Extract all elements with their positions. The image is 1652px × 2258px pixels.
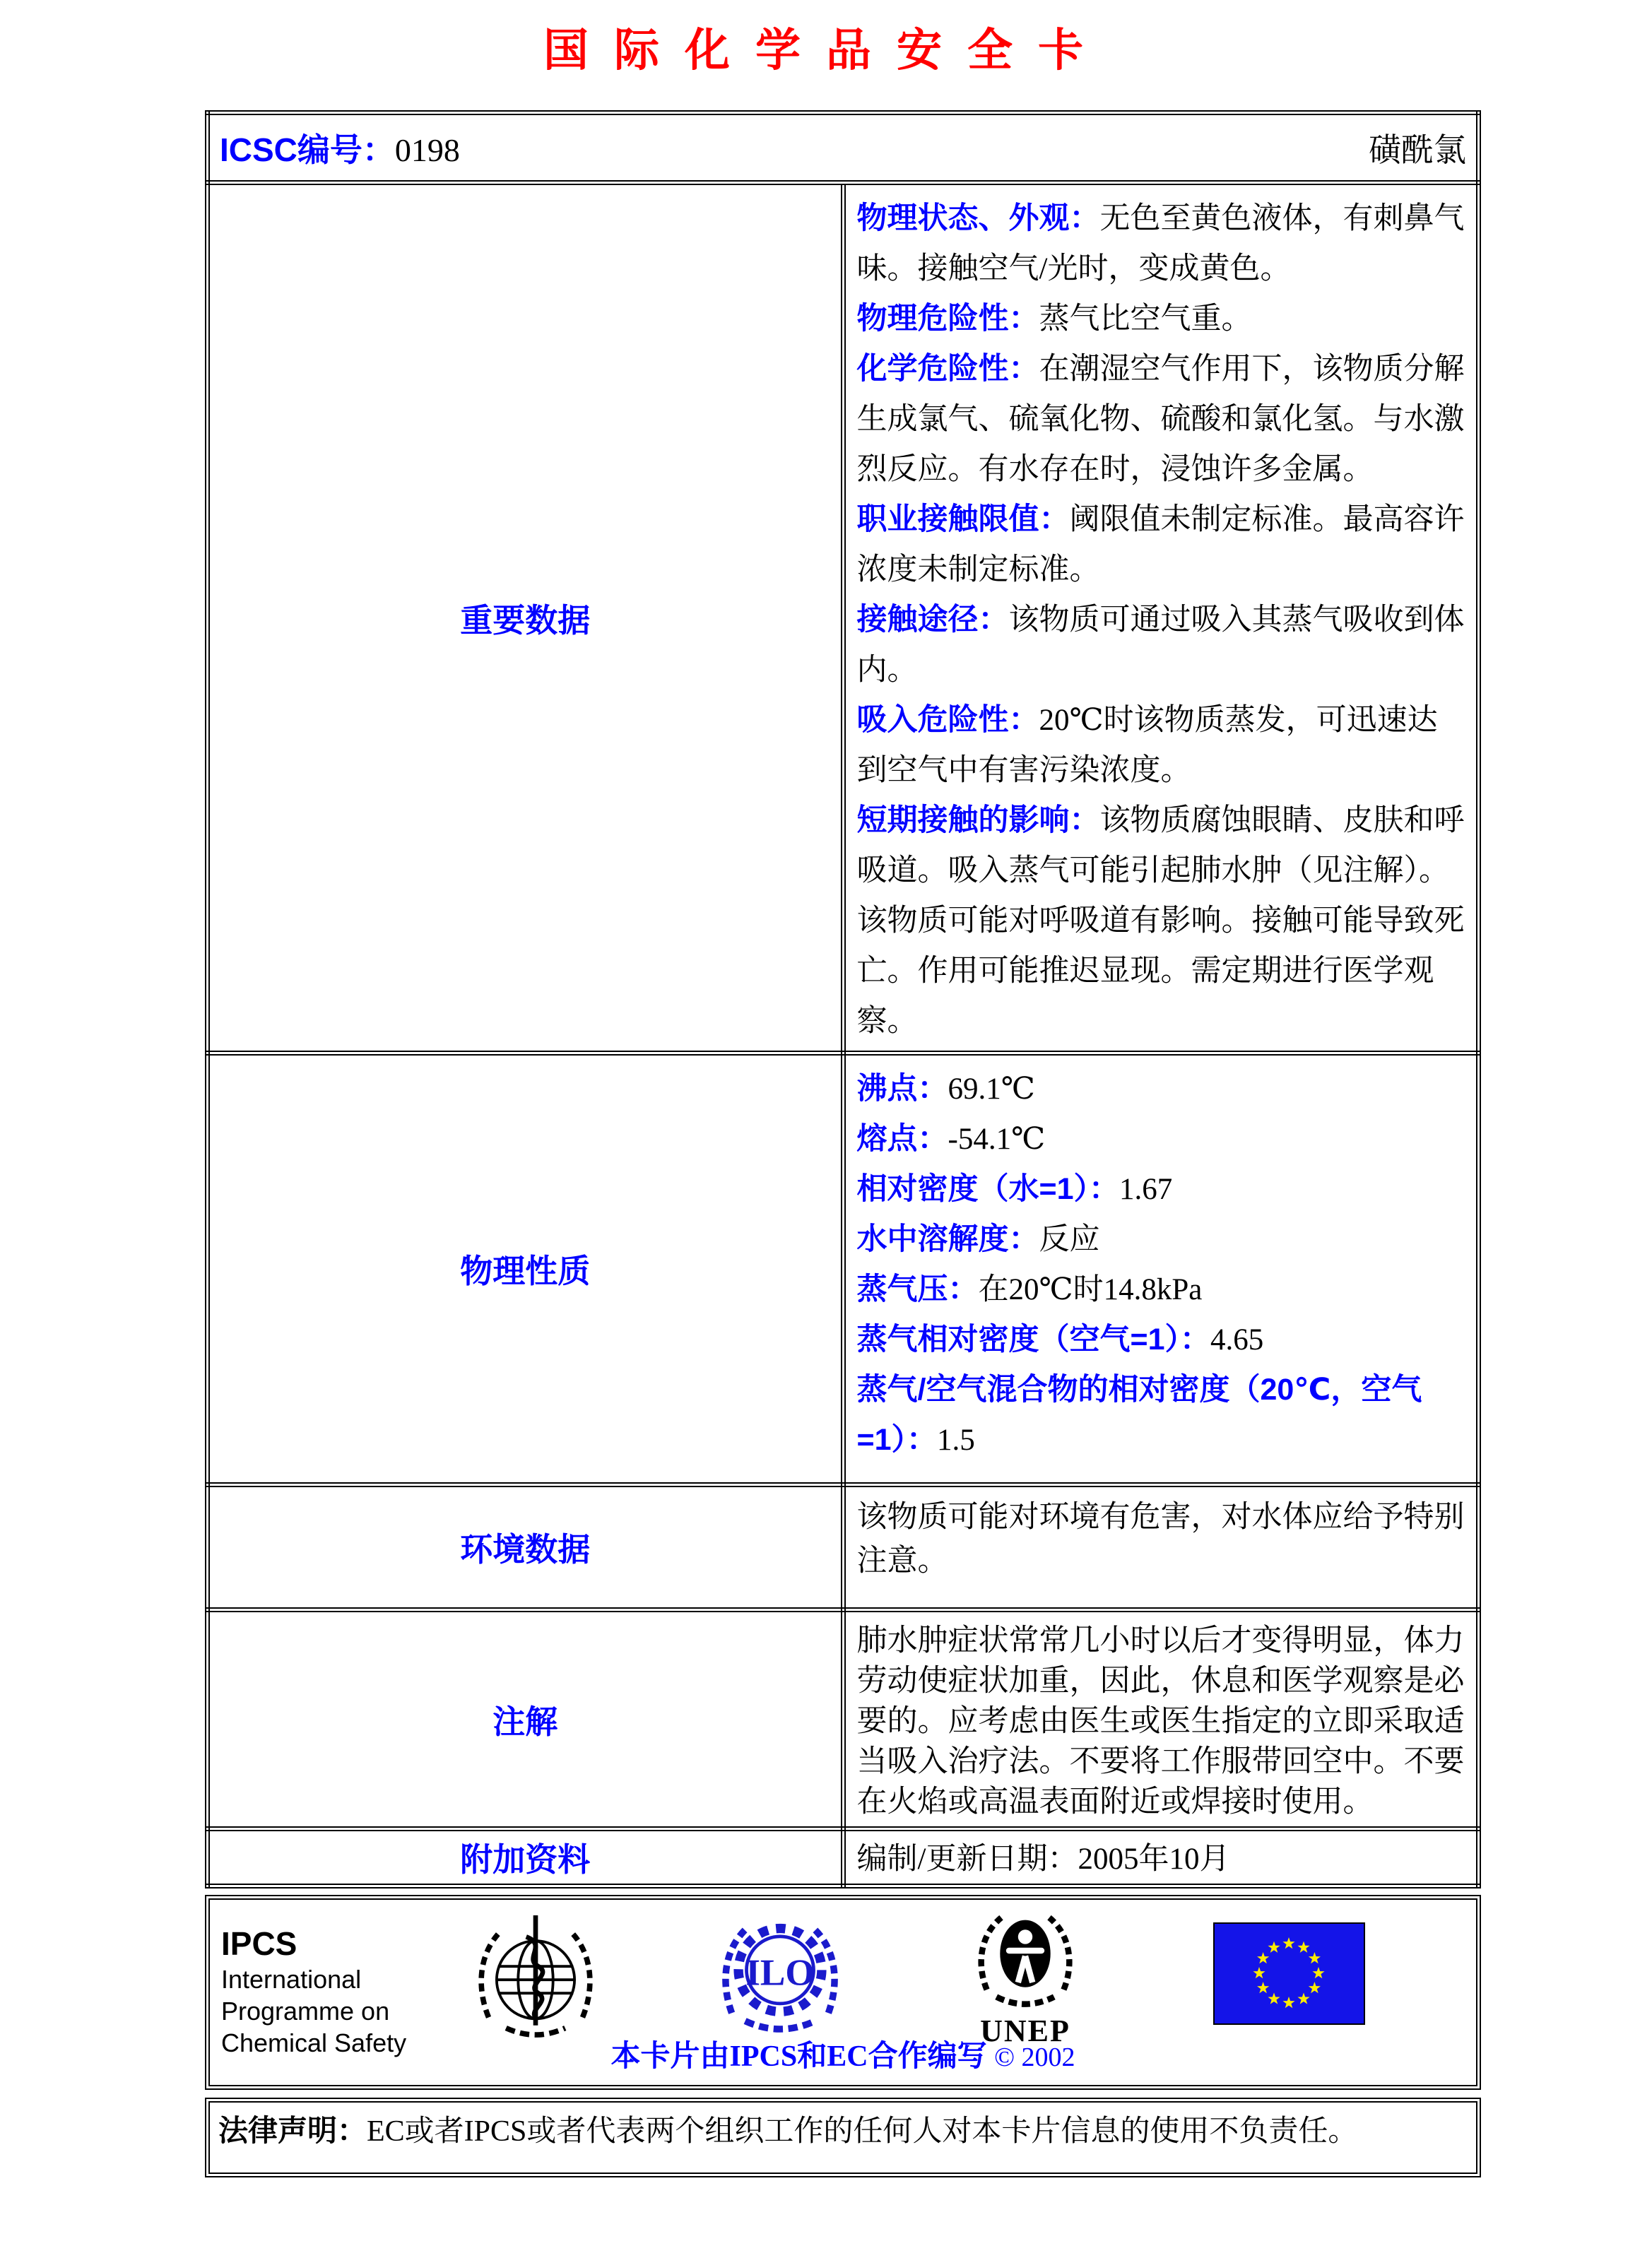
additional-info-content: [843, 1829, 1479, 1886]
caption-copyright: © 2002: [994, 2043, 1075, 2072]
notes-row: [208, 1610, 1479, 1829]
physical-properties-row: [208, 1053, 1479, 1485]
kv-item: 相对密度（水=1）：1.67: [856, 1172, 1173, 1206]
notes-content: [843, 1610, 1479, 1829]
additional-info-row: [208, 1829, 1479, 1886]
ipcs-acronym: IPCS: [221, 1925, 297, 1962]
kv-item: 蒸气压：在20℃时14.8kPa: [856, 1272, 1203, 1306]
icsc-number: [220, 124, 460, 171]
kv-item: 短期接触的影响：该物质腐蚀眼睛、皮肤和呼吸道。吸入蒸气可能引起肺水肿（见注解）。该物质可能对呼吸道有影响。接触可能导致死亡。作用可能推迟显现。需定期进行医学观察。: [856, 803, 1465, 1038]
kv-item: 物理状态、外观：无色至黄色液体，有刺鼻气味。接触空气/光时，变成黄色。: [856, 201, 1465, 285]
eu-flag-icon: [1213, 1922, 1365, 2025]
legal-notice-label: 法律声明：: [218, 2114, 367, 2147]
kv-item: 水中溶解度：反应: [856, 1222, 1100, 1256]
kv-item: 吸入危险性：20℃时该物质蒸发，可迅速达到空气中有害污染浓度。: [856, 703, 1438, 787]
kv-item: 熔点：-54.1℃: [856, 1122, 1046, 1156]
cooperation-caption: [210, 2033, 1476, 2075]
section-label-important: 重要数据: [208, 183, 844, 1053]
environmental-data-content: [843, 1485, 1479, 1610]
main-table: [205, 110, 1481, 1888]
unep-word: UNEP: [980, 2014, 1070, 2048]
ipcs-line: Programme on: [221, 1997, 390, 2026]
caption-text: 本卡片由IPCS和EC合作编写: [610, 2040, 987, 2073]
unep-logo-icon: [965, 1905, 1085, 2011]
ilo-logo-icon: [713, 1908, 847, 2043]
kv-item: 沸点：69.1℃: [856, 1072, 1035, 1106]
kv-item: 职业接触限值：阈限值未制定标准。最高容许浓度未制定标准。: [856, 502, 1465, 586]
icsc-number-label: ICSC编号：: [220, 131, 395, 168]
kv-item: 接触途径：该物质可通过吸入其蒸气吸收到体内。: [856, 603, 1465, 687]
kv-item: 物理危险性：蒸气比空气重。: [856, 302, 1252, 336]
ipcs-line: International: [221, 1965, 362, 1994]
physical-properties-content: [843, 1053, 1479, 1485]
important-data-content: [843, 183, 1479, 1053]
section-label-notes: 注解: [208, 1610, 844, 1829]
update-date-value: 2005年10月: [1078, 1843, 1230, 1876]
kv-item: 蒸气/空气混合物的相对密度（20℃，空气=1）：1.5: [856, 1373, 1422, 1457]
organizations-strip: [205, 1895, 1481, 2090]
unep-logo: [963, 1905, 1087, 2047]
kv-item: 蒸气相对密度（空气=1）：4.65: [856, 1323, 1264, 1356]
section-label-physical: 物理性质: [208, 1053, 844, 1485]
header-row: [208, 113, 1479, 183]
ilo-letters: ILO: [745, 1951, 815, 1994]
who-logo-icon: [468, 1907, 603, 2045]
icsc-number-value: 0198: [394, 132, 460, 168]
ipcs-line: Chemical Safety: [221, 2028, 407, 2057]
legal-notice-text: EC或者IPCS或者代表两个组织工作的任何人对本卡片信息的使用不负责任。: [367, 2115, 1358, 2148]
update-date-label: 编制/更新日期：: [856, 1843, 1078, 1876]
notes-text: 肺水肿症状常常几小时以后才变得明显，体力劳动使症状加重，因此，休息和医学观察是必要的。应考虑由医生或医生指定的立即采取适当吸入治疗法。不要将工作服带回空中。不要在火焰或高温表面附近或焊接时使用。: [856, 1624, 1465, 1819]
section-label-environment: 环境数据: [208, 1485, 844, 1610]
legal-notice: [205, 2098, 1481, 2177]
kv-item: 化学危险性：在潮湿空气作用下，该物质分解生成氯气、硫氧化物、硫酸和氯化氢。与水激烈反应。有水存在时，浸蚀许多金属。: [856, 352, 1465, 486]
environment-text: 该物质可能对环境有危害，对水体应给予特别注意。: [856, 1501, 1465, 1578]
environmental-data-row: [208, 1485, 1479, 1610]
chemical-name: 磺酰氯: [1369, 132, 1466, 168]
page-title: 国际化学品安全卡: [543, 24, 1109, 77]
important-data-row: [208, 183, 1479, 1053]
section-label-additional: 附加资料: [208, 1829, 844, 1886]
icsc-card: [205, 110, 1481, 2177]
